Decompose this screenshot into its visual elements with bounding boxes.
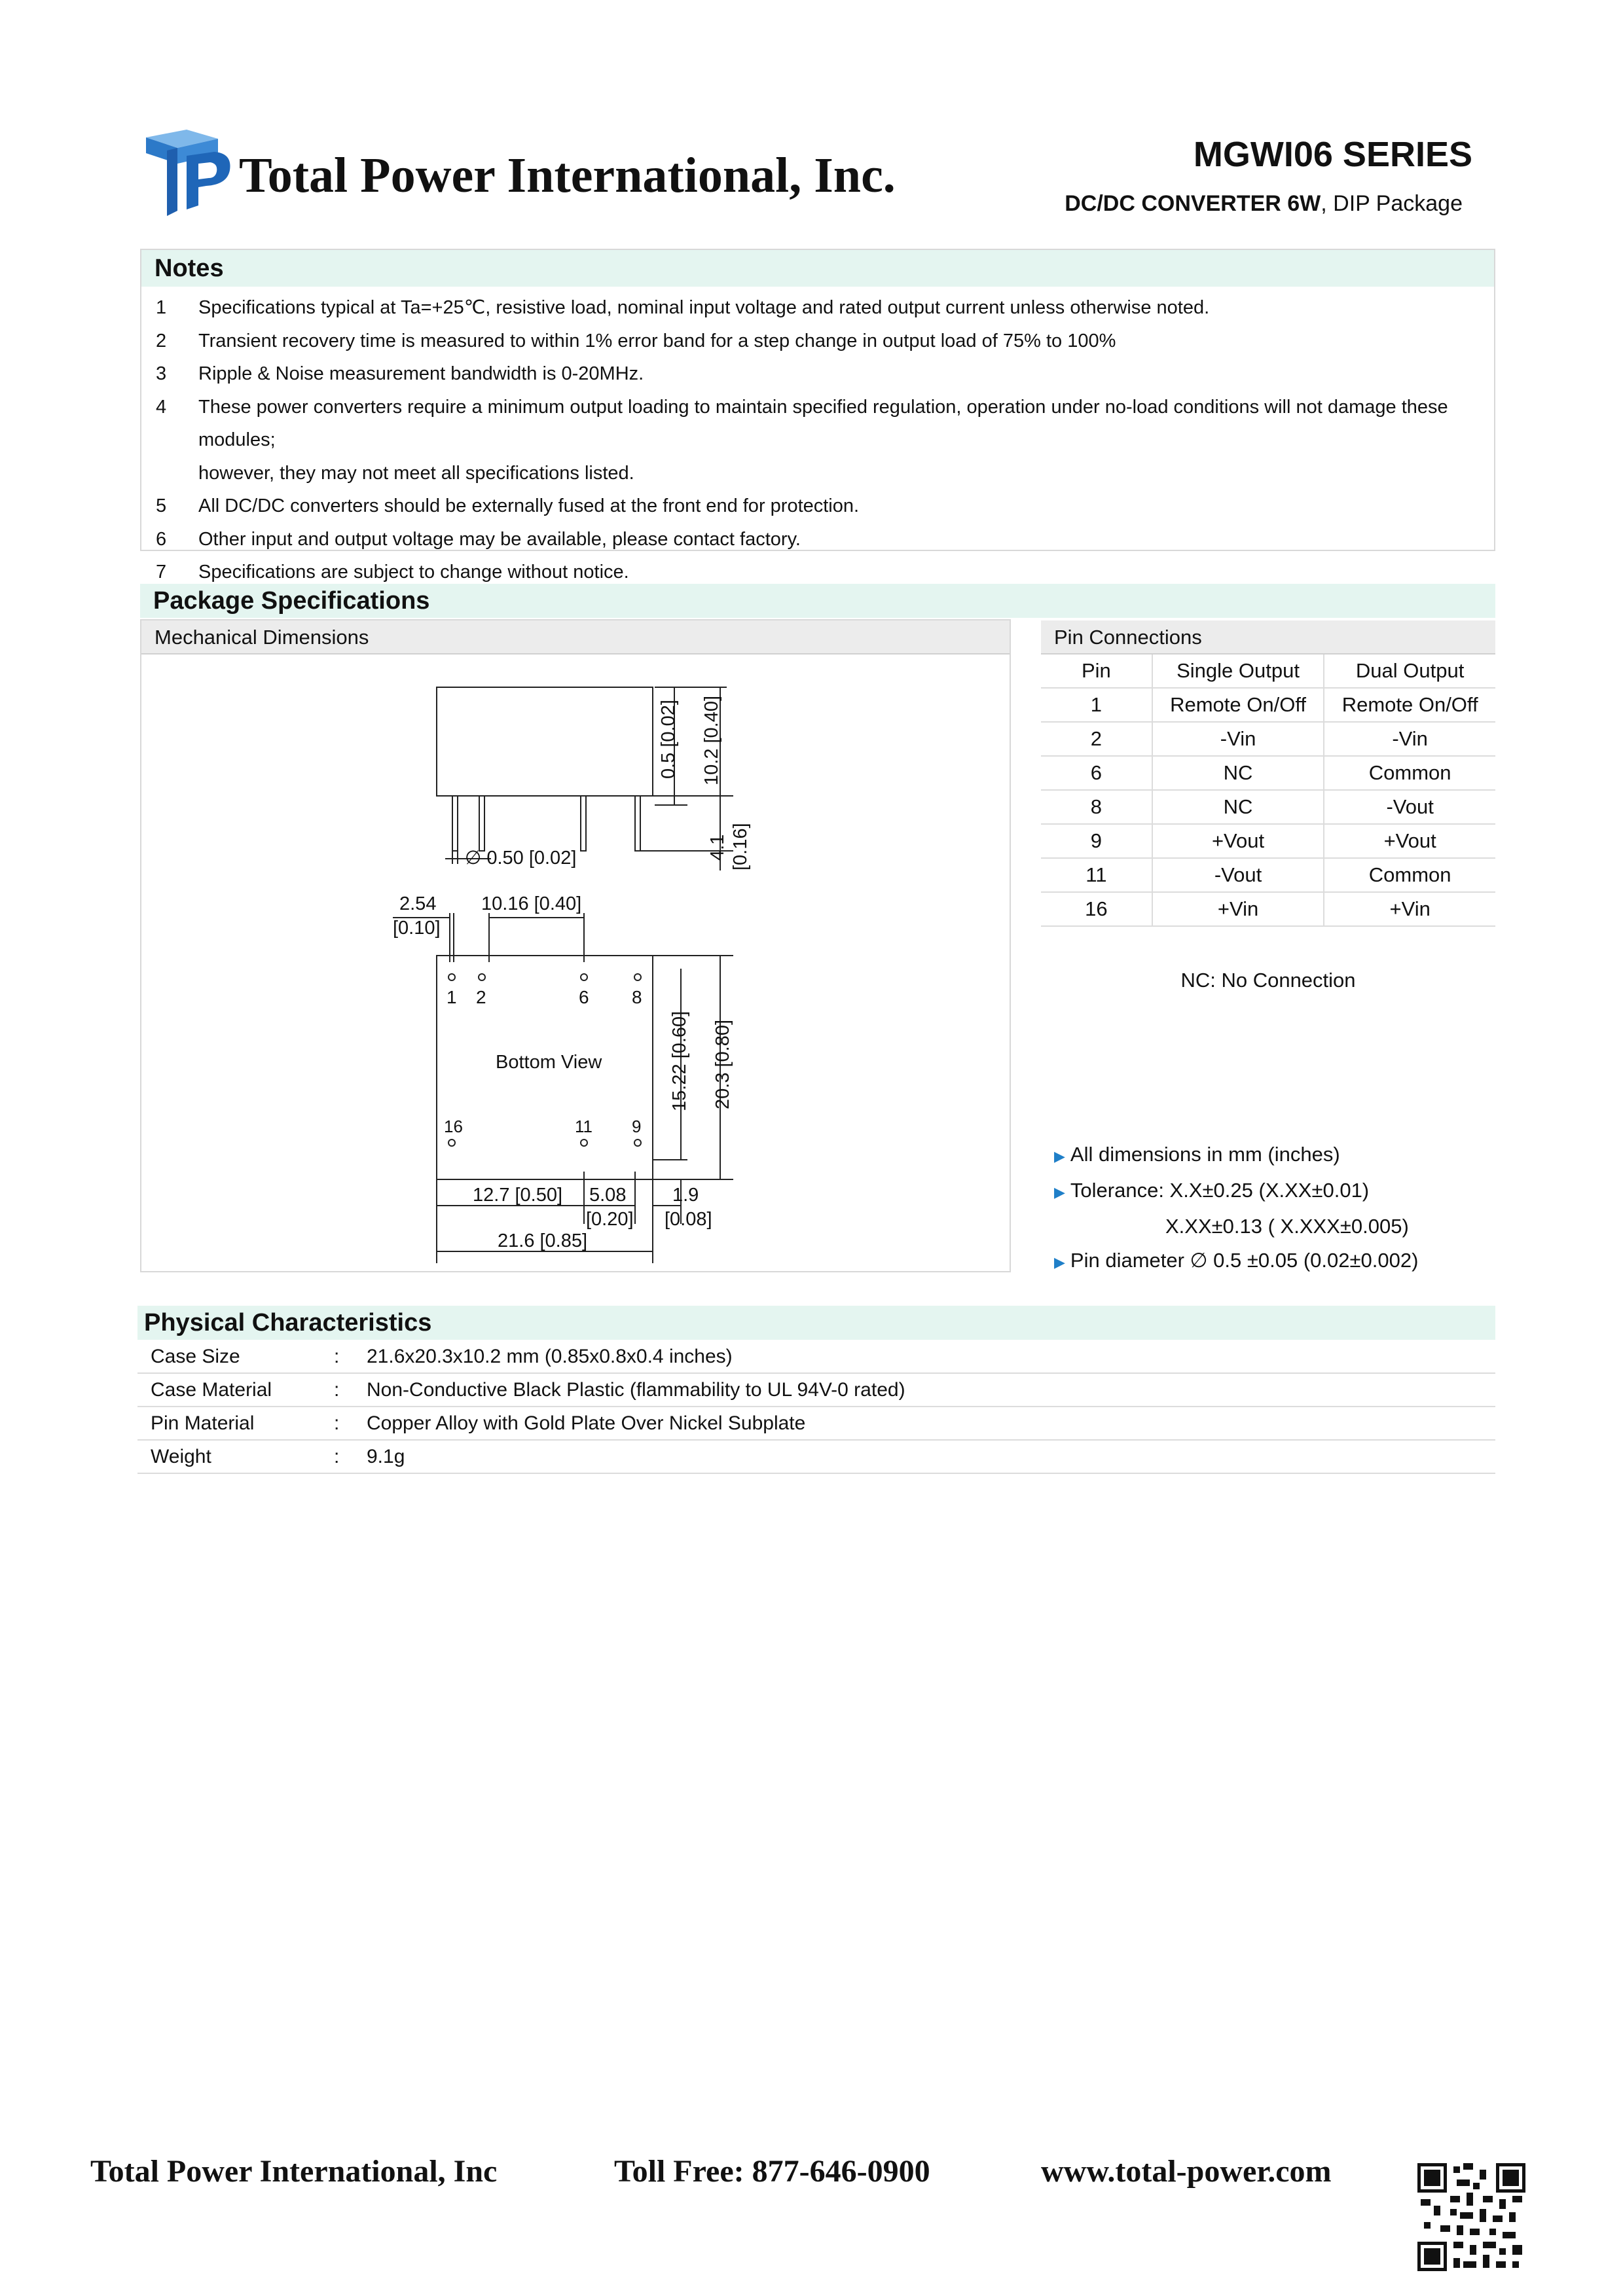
package-heading: Package Specifications [140, 584, 1495, 618]
mechanical-subheading: Mechanical Dimensions [141, 620, 1010, 655]
note-item: 4 These power converters require a minimum output loading to maintain specified regulation, operation under no-load conditions will not damage these modules; [156, 396, 1448, 450]
notes-heading: Notes [141, 250, 1494, 287]
pin-label-11: 11 [575, 1117, 593, 1136]
footer-company: Total Power International, Inc [90, 2154, 498, 2189]
dim-0-10: [0.10] [393, 918, 441, 939]
note-item: 1 Specifications typical at Ta=+25℃, resistive load, nominal input voltage and rated output current unless otherwise noted. [156, 297, 1210, 318]
legend-item: ▶ All dimensions in mm (inches) [1054, 1143, 1340, 1166]
note-item: 7 Specifications are subject to change without notice. [156, 562, 629, 583]
table-row: 8 NC -Vout [1041, 790, 1495, 824]
subtitle-bold: DC/DC CONVERTER 6W [1065, 191, 1321, 216]
dimension-legend [1054, 1138, 1499, 1280]
dim-2-54: 2.54 [399, 893, 437, 914]
dim-5-08: 5.08 [589, 1185, 627, 1206]
series-title: MGWI06 SERIES [1193, 135, 1472, 174]
company-logo [141, 124, 232, 219]
triangle-bullet-icon: ▶ [1054, 1184, 1065, 1200]
pin-label-8: 8 [632, 987, 642, 1007]
table-row: 1 Remote On/Off Remote On/Off [1041, 688, 1495, 722]
note-item: 6 Other input and output voltage may be available, please contact factory. [156, 528, 801, 550]
table-row: 2 -Vin -Vin [1041, 722, 1495, 756]
pin-table-header: Pin Single Output Dual Output [1041, 655, 1495, 688]
company-name: Total Power International, Inc. [239, 148, 896, 203]
dim-0-20: [0.20] [586, 1209, 634, 1230]
physical-table [137, 1340, 1495, 1474]
pin-label-16: 16 [444, 1117, 463, 1136]
notes-list [143, 291, 1491, 589]
table-row: Case Size : 21.6x20.3x10.2 mm (0.85x0.8x0.4 inches) [137, 1340, 1495, 1374]
triangle-bullet-icon: ▶ [1054, 1254, 1065, 1270]
bottom-view-label: Bottom View [496, 1052, 602, 1073]
table-row: 16 +Vin +Vin [1041, 892, 1495, 926]
dim-0-08: [0.08] [665, 1209, 712, 1230]
dim-21-6: 21.6 [0.85] [498, 1230, 588, 1251]
dim-20-3: 20.3 [0.80] [712, 1019, 733, 1109]
triangle-bullet-icon: ▶ [1054, 1148, 1065, 1164]
footer-website[interactable]: www.total-power.com [1041, 2154, 1332, 2189]
qr-code [1417, 2163, 1525, 2271]
dim-4-1: 4.1 [707, 834, 728, 861]
table-row: Case Material : Non-Conductive Black Plastic (flammability to UL 94V-0 rated) [137, 1374, 1495, 1407]
table-row: 9 +Vout +Vout [1041, 824, 1495, 858]
table-row: 11 -Vout Common [1041, 858, 1495, 892]
dim-0-5: 0.5 [0.02] [658, 700, 679, 779]
table-row: 6 NC Common [1041, 756, 1495, 790]
legend-item: X.XX±0.13 ( X.XXX±0.005) [1165, 1215, 1409, 1238]
dim-12-7: 12.7 [0.50] [473, 1185, 563, 1206]
table-row: Weight : 9.1g [137, 1441, 1495, 1474]
nc-note: NC: No Connection [1180, 969, 1356, 992]
dim-1-9: 1.9 [672, 1185, 699, 1206]
table-row: Pin Material : Copper Alloy with Gold Plate Over Nickel Subplate [137, 1407, 1495, 1441]
pin-label-1: 1 [447, 987, 457, 1007]
legend-item: ▶ Tolerance: X.X±0.25 (X.XX±0.01) [1054, 1179, 1370, 1202]
note-item: however, they may not meet all specifications listed. [198, 462, 634, 484]
footer-phone: Toll Free: 877-646-0900 [614, 2154, 930, 2189]
note-item: 2 Transient recovery time is measured to within 1% error band for a step change in output load of 75% to 100% [156, 330, 1116, 351]
pin-connections-subheading: Pin Connections [1041, 620, 1495, 655]
mechanical-drawing [367, 674, 773, 1263]
legend-item: ▶ Pin diameter ∅ 0.5 ±0.05 (0.02±0.002) [1054, 1249, 1419, 1272]
pin-table [1041, 655, 1495, 927]
note-item: 3 Ripple & Noise measurement bandwidth is 0-20MHz. [156, 363, 644, 384]
dim-15-22: 15.22 [0.60] [669, 1011, 690, 1111]
dim-10-2: 10.2 [0.40] [701, 695, 722, 785]
pin-label-9: 9 [632, 1117, 642, 1136]
subtitle-rest: , DIP Package [1321, 191, 1463, 216]
dim-0-16: [0.16] [730, 823, 751, 870]
physical-heading: Physical Characteristics [137, 1306, 1495, 1340]
pin-label-2: 2 [476, 987, 486, 1007]
dim-pin-diameter: ∅ 0.50 [0.02] [465, 848, 577, 869]
note-item: 5 All DC/DC converters should be externally fused at the front end for protection. [156, 495, 860, 516]
pin-label-6: 6 [579, 987, 589, 1007]
product-subtitle [1065, 191, 1463, 217]
dim-10-16: 10.16 [0.40] [481, 893, 582, 914]
